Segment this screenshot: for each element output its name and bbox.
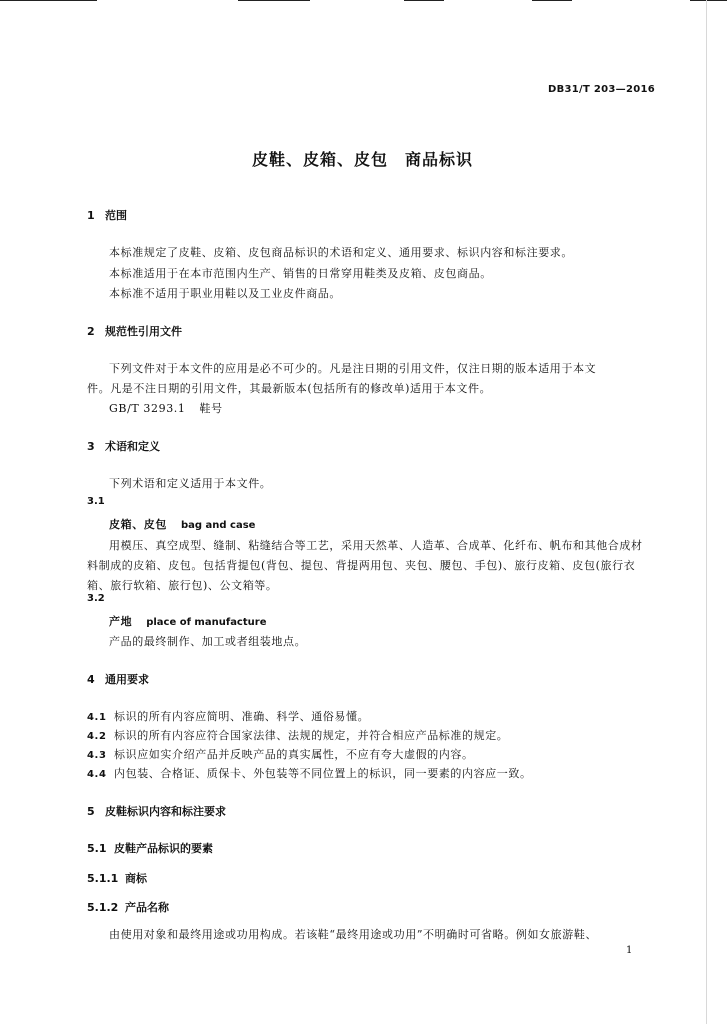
scan-border-line bbox=[404, 0, 444, 1]
section-number: 5 bbox=[87, 805, 95, 818]
section-title: 皮鞋标识内容和标注要求 bbox=[105, 805, 226, 818]
subsection-title: 皮鞋产品标识的要素 bbox=[114, 842, 213, 855]
section-title: 范围 bbox=[105, 209, 127, 222]
requirement-item bbox=[87, 746, 474, 762]
clause-number: 5.1 bbox=[87, 842, 107, 855]
paragraph: 下列文件对于本文件的应用是必不可少的。凡是注日期的引用文件，仅注日期的版本适用于本文 bbox=[109, 362, 597, 375]
paragraph: 本标准不适用于职业用鞋以及工业皮件商品。 bbox=[109, 287, 341, 300]
clause-number: 4.4 bbox=[87, 769, 107, 780]
section-number: 3 bbox=[87, 440, 95, 453]
section-number: 4 bbox=[87, 673, 95, 686]
subsection-heading bbox=[87, 899, 169, 915]
term-english: bag and case bbox=[181, 520, 256, 531]
paragraph: 件。凡是不注日期的引用文件，其最新版本(包括所有的修改单)适用于本文件。 bbox=[87, 382, 492, 395]
section-number: 2 bbox=[87, 325, 95, 338]
subsection-heading bbox=[87, 840, 213, 856]
clause-number: 4.3 bbox=[87, 750, 107, 761]
scan-border-line bbox=[0, 0, 97, 1]
requirement-text: 标识的所有内容应简明、准确、科学、通俗易懂。 bbox=[114, 710, 370, 723]
definition-line: 用模压、真空成型、缝制、粘缝结合等工艺，采用天然革、人造革、合成革、化纤布、帆布和其他合成材 bbox=[109, 539, 643, 552]
paragraph: 本标准规定了皮鞋、皮箱、皮包商品标识的术语和定义、通用要求、标识内容和标注要求。 bbox=[109, 246, 573, 259]
section-3-heading bbox=[87, 438, 160, 454]
section-number: 1 bbox=[87, 209, 95, 222]
definition-line: 料制成的皮箱、皮包。包括背提包(背包、提包、背提两用包、夹包、腰包、手包)、旅行皮箱、皮包(旅行衣 bbox=[87, 559, 636, 572]
normative-reference bbox=[109, 400, 223, 416]
scan-border-line bbox=[532, 0, 572, 1]
subsection-title: 产品名称 bbox=[125, 901, 169, 914]
page-number: 1 bbox=[626, 945, 633, 956]
requirement-item bbox=[87, 765, 532, 781]
definition-line: 产品的最终制作、加工或者组装地点。 bbox=[109, 635, 307, 648]
clause-number: 3.2 bbox=[87, 593, 105, 604]
scan-border-line bbox=[238, 0, 310, 1]
section-title: 术语和定义 bbox=[105, 440, 160, 453]
clause-number: 5.1.1 bbox=[87, 872, 119, 885]
paragraph: 下列术语和定义适用于本文件。 bbox=[109, 477, 272, 490]
clause-number: 4.2 bbox=[87, 731, 107, 742]
requirement-text: 内包装、合格证、质保卡、外包装等不同位置上的标识，同一要素的内容应一致。 bbox=[114, 767, 532, 780]
term-entry bbox=[109, 516, 255, 532]
section-title: 通用要求 bbox=[105, 673, 149, 686]
paragraph: 本标准适用于在本市范围内生产、销售的日常穿用鞋类及皮箱、皮包商品。 bbox=[109, 267, 492, 280]
term-english: place of manufacture bbox=[146, 617, 267, 628]
requirement-item bbox=[87, 708, 369, 724]
paragraph: 由使用对象和最终用途或功用构成。若该鞋“最终用途或功用”不明确时可省略。例如女旅游鞋、 bbox=[109, 928, 598, 941]
page-fold-line bbox=[706, 0, 707, 1024]
doc-number: DB31/T 203—2016 bbox=[548, 84, 655, 95]
reference-title: 鞋号 bbox=[199, 402, 223, 415]
reference-code: GB/T 3293.1 bbox=[109, 402, 186, 415]
section-title: 规范性引用文件 bbox=[105, 325, 182, 338]
term-name: 产地 bbox=[109, 615, 133, 628]
document-title: 皮鞋、皮箱、皮包 商品标识 bbox=[252, 150, 474, 169]
section-1-heading bbox=[87, 207, 127, 223]
subsection-heading bbox=[87, 870, 147, 886]
term-entry bbox=[109, 613, 266, 629]
subsection-title: 商标 bbox=[125, 872, 147, 885]
requirement-text: 标识的所有内容应符合国家法律、法规的规定，并符合相应产品标准的规定。 bbox=[114, 729, 509, 742]
section-5-heading bbox=[87, 803, 226, 819]
clause-number: 4.1 bbox=[87, 712, 107, 723]
term-name: 皮箱、皮包 bbox=[109, 518, 167, 531]
scan-border-line bbox=[690, 0, 727, 1]
section-4-heading bbox=[87, 671, 149, 687]
clause-number: 3.1 bbox=[87, 496, 105, 507]
clause-number: 5.1.2 bbox=[87, 901, 119, 914]
requirement-text: 标识应如实介绍产品并反映产品的真实属性，不应有夸大虚假的内容。 bbox=[114, 748, 474, 761]
section-2-heading bbox=[87, 323, 182, 339]
requirement-item bbox=[87, 727, 508, 743]
definition-line: 箱、旅行软箱、旅行包)、公文箱等。 bbox=[87, 579, 278, 592]
